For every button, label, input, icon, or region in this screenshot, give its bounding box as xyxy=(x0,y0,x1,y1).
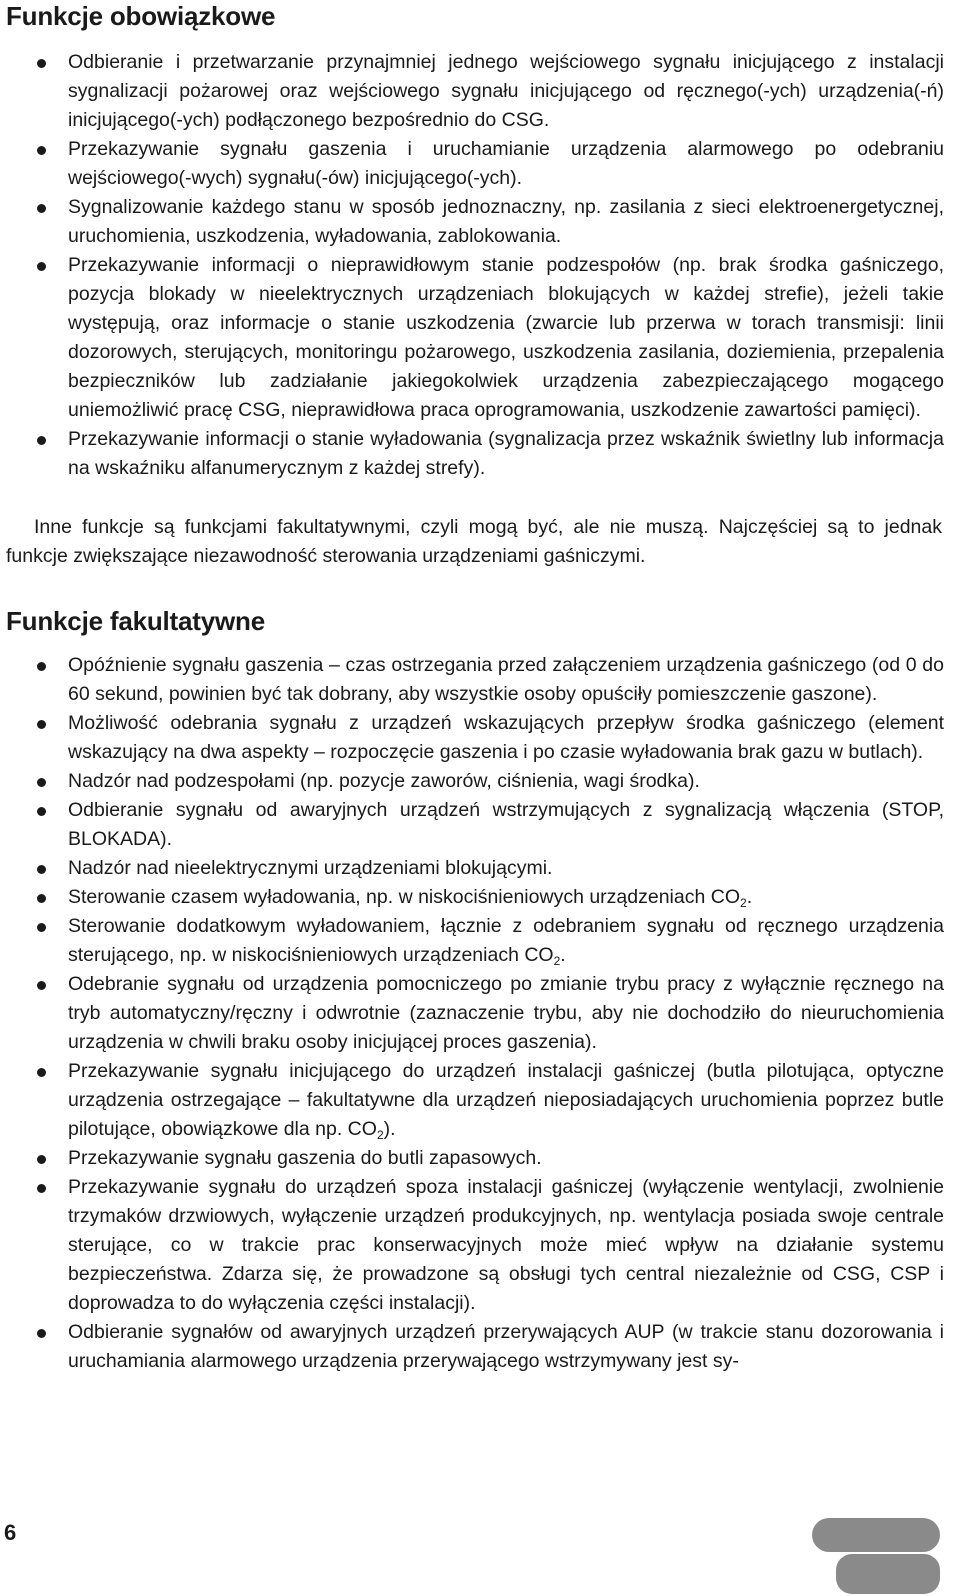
list-item-text: Sterowanie dodatkowym wyładowaniem, łącznie z odebraniem sygnału od ręcznego urządzenia sterującego, np. w niskociśnieniowych urządzeniach CO xyxy=(68,915,944,966)
list-item xyxy=(0,912,944,970)
list-item xyxy=(0,193,944,251)
list-item xyxy=(0,883,944,912)
bullet-icon xyxy=(37,981,46,990)
list-item xyxy=(0,425,944,483)
page-number: 6 xyxy=(4,1520,17,1545)
bullet-icon xyxy=(37,894,46,903)
bullet-icon xyxy=(37,720,46,729)
list-item-text: Przekazywanie sygnału gaszenia do butli zapasowych. xyxy=(68,1147,542,1169)
list-item xyxy=(0,251,944,425)
list-item-text: Odbieranie i przetwarzanie przynajmniej jednego wejściowego sygnału inicjującego z instalacji sygnalizacji pożarowej oraz wejściowego sygnału inicjującego od ręcznego(-ych) urządzenia(-ń) inicjującego(-ych) podłączonego bezpośrednio do CSG. xyxy=(68,51,944,131)
list-item-text: Przekazywanie sygnału inicjującego do urządzeń instalacji gaśniczej (butla pilotująca, optyczne urządzenia ostrzegające – fakultatywne dla urządzeń nieposiadających uruchomienia poprzez butle pilotujące, obowiązkowe dla np. CO xyxy=(68,1060,944,1140)
list-item xyxy=(0,796,944,854)
bullet-icon xyxy=(37,1329,46,1338)
bullet-icon xyxy=(37,262,46,271)
list-item-text: Możliwość odebrania sygnału z urządzeń wskazujących przepływ środka gaśniczego (element wskazujący na dwa aspekty – rozpoczęcie gaszenia i po czasie wyładowania brak gazu w butlach). xyxy=(68,712,944,763)
list-item xyxy=(0,970,944,1057)
list-item xyxy=(0,854,944,883)
note-paragraph: Inne funkcje są funkcjami fakultatywnymi, czyli mogą być, ale nie muszą. Najczęściej są to jednak funkcje zwiększające niezawodność sterowania urządzeniami gaśniczymi. xyxy=(6,516,942,567)
period: . xyxy=(746,886,753,908)
elektro-info-logo xyxy=(806,1500,946,1596)
list-item xyxy=(0,1318,944,1376)
list-item-text: Przekazywanie informacji o stanie wyładowania (sygnalizacja przez wskaźnik świetlny lub informacja na wskaźniku alfanumerycznym z każdej strefy). xyxy=(68,428,944,479)
bullet-icon xyxy=(37,662,46,671)
list-item-text: Odbieranie sygnału od awaryjnych urządzeń wstrzymujących z sygnalizacją włączenia (STOP, BLOKADA). xyxy=(68,799,944,850)
bullet-icon xyxy=(37,923,46,932)
list-item-text: Odbieranie sygnałów od awaryjnych urządzeń przerywających AUP (w trakcie stanu dozorowania i uruchamiania alarmowego urządzenia przerywającego wstrzymywany jest sy- xyxy=(68,1321,944,1372)
bullet-icon xyxy=(37,1184,46,1193)
section-heading-mandatory: Funkcje obowiązkowe xyxy=(6,1,276,31)
list-item xyxy=(0,651,944,709)
list-item-text: Nadzór nad nieelektrycznymi urządzeniami blokującymi. xyxy=(68,857,553,879)
list-item-text: Opóźnienie sygnału gaszenia – czas ostrzegania przed załączeniem urządzenia gaśniczego (od 0 do 60 sekund, powinien być tak dobrany, aby wszystkie osoby opuściły pomieszczenie gaszone). xyxy=(68,654,944,705)
list-item xyxy=(0,48,944,135)
list-item-text: Przekazywanie informacji o nieprawidłowym stanie podzespołów (np. brak środka gaśniczego, pozycja blokady w nieelektrycznych urządzeniach blokujących w każdej strefie), jeżeli takie występują, oraz informacje o stanie uszkodzenia (zwarcie lub przerwa w torach transmisji: linii dozorowych, sterujących, monitoringu pożarowego, uszkodzenia zasilania, doziemienia, przepalenia bezpieczników lub zadziałanie jakiegokolwiek urządzenia zabezpieczającego mogącego uniemożliwić pracę CSG, nieprawidłowa praca oprogramowania, uszkodzenie zawartości pamięci). xyxy=(68,254,944,421)
subscript-2: 2 xyxy=(553,954,561,968)
list-item xyxy=(0,709,944,767)
bullet-icon xyxy=(37,146,46,155)
list-item-text: Sterowanie czasem wyładowania, np. w niskociśnieniowych urządzeniach CO xyxy=(68,886,740,908)
optional-functions-list xyxy=(0,651,944,1376)
list-item-text: Przekazywanie sygnału do urządzeń spoza instalacji gaśniczej (wyłączenie wentylacji, zwolnienie trzymaków drzwiowych, wyłączenie urządzeń produkcyjnych, np. wentylacja posiada swoje centrale sterujące, co w trakcie prac konserwacyjnych może mieć wpływ na działanie systemu bezpieczeństwa. Zdarza się, że prowadzone są obsługi tych central niezależnie od CSG, CSP i doprowadza to do wyłączenia części instalacji). xyxy=(68,1176,944,1314)
logo-bottom-band xyxy=(836,1554,940,1594)
bullet-icon xyxy=(37,865,46,874)
period: . xyxy=(560,944,566,966)
bullet-icon xyxy=(37,1068,46,1077)
subscript-2: 2 xyxy=(376,1128,384,1142)
list-item xyxy=(0,135,944,193)
bullet-icon xyxy=(37,807,46,816)
bullet-icon xyxy=(37,778,46,787)
list-item-text: Przekazywanie sygnału gaszenia i uruchamianie urządzenia alarmowego po odebraniu wejściowego(-wych) sygnału(-ów) inicjującego(-ych). xyxy=(68,138,944,189)
subscript-2: 2 xyxy=(740,896,747,910)
bullet-icon xyxy=(37,1155,46,1164)
list-item xyxy=(0,767,944,796)
close-paren: ). xyxy=(383,1118,396,1140)
list-item-text: Nadzór nad podzespołami (np. pozycje zaworów, ciśnienia, wagi środka). xyxy=(68,770,700,792)
list-item-text: Sygnalizowanie każdego stanu w sposób jednoznaczny, np. zasilania z sieci elektroenergetycznej, uruchomienia, uszkodzenia, wyładowania, zablokowania. xyxy=(68,196,944,247)
mandatory-functions-list xyxy=(0,48,944,483)
bullet-icon xyxy=(37,436,46,445)
section-heading-optional: Funkcje fakultatywne xyxy=(6,606,265,636)
list-item xyxy=(0,1057,944,1144)
list-item xyxy=(0,1173,944,1318)
bullet-icon xyxy=(37,204,46,213)
list-item xyxy=(0,1144,944,1173)
list-item-text: Odebranie sygnału od urządzenia pomocniczego po zmianie trybu pracy z wyłącznie ręcznego na tryb automatyczny/ręczny i odwrotnie (zaznaczenie trybu, aby nie dochodziło do nieuruchomienia urządzenia w chwili braku osoby inicjującej proces gaszenia). xyxy=(68,973,944,1053)
bullet-icon xyxy=(37,59,46,68)
logo-top-band xyxy=(812,1518,940,1552)
